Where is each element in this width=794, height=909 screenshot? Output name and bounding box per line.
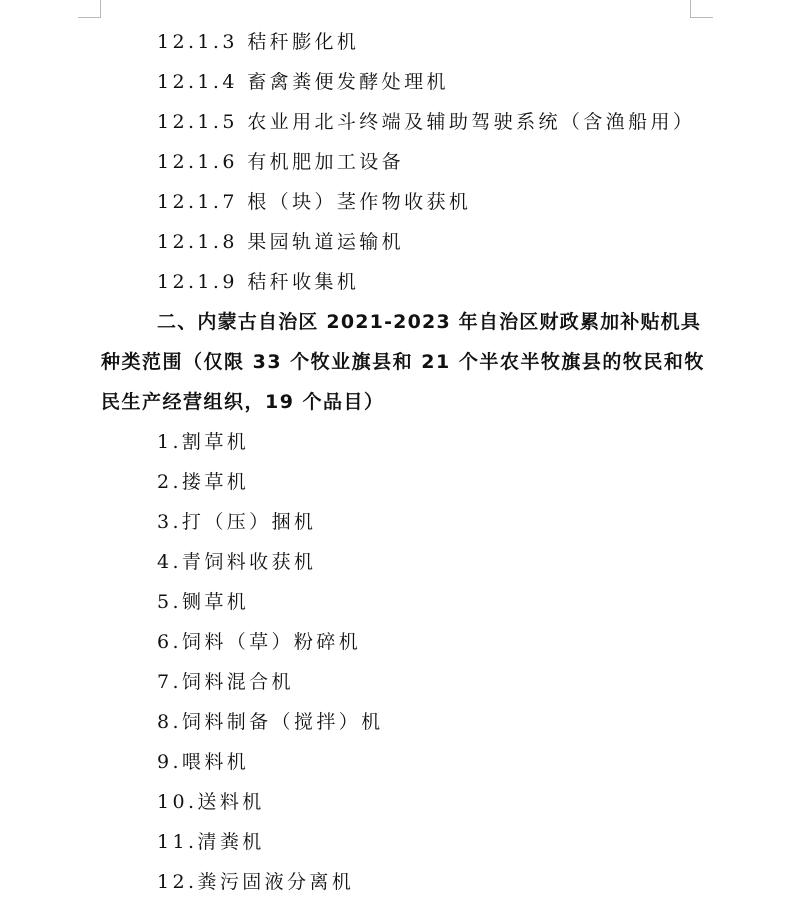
list-item: 7.饲料混合机 bbox=[157, 671, 294, 693]
section-heading bbox=[101, 302, 705, 422]
list-item: 3.打（压）捆机 bbox=[157, 511, 317, 533]
list-item: 4.青饲料收获机 bbox=[157, 551, 317, 573]
list-item: 6.饲料（草）粉碎机 bbox=[157, 631, 362, 653]
crop-mark-top-right bbox=[690, 0, 713, 18]
section-heading-line: 二、内蒙古自治区 2021-2023 年自治区财政累加补贴机具 bbox=[157, 311, 702, 333]
list-item: 12.粪污固液分离机 bbox=[157, 871, 355, 893]
list-item: 10.送料机 bbox=[157, 791, 265, 813]
list-item: 11.清粪机 bbox=[157, 831, 265, 853]
list-item: 9.喂料机 bbox=[157, 751, 250, 773]
list-item: 1.割草机 bbox=[157, 431, 250, 453]
list-item: 12.1.4 畜禽粪便发酵处理机 bbox=[157, 71, 449, 93]
list-item: 12.1.7 根（块）茎作物收获机 bbox=[157, 191, 472, 213]
list-item: 2.搂草机 bbox=[157, 471, 250, 493]
list-item: 5.铡草机 bbox=[157, 591, 250, 613]
list-item: 12.1.5 农业用北斗终端及辅助驾驶系统（含渔船用） bbox=[157, 111, 696, 133]
crop-mark-top-left bbox=[78, 0, 101, 18]
list-item: 12.1.3 秸秆膨化机 bbox=[157, 31, 360, 53]
list-item: 12.1.6 有机肥加工设备 bbox=[157, 151, 405, 173]
section-heading-line: 民生产经营组织，19 个品目） bbox=[101, 391, 385, 413]
section-heading-line: 种类范围（仅限 33 个牧业旗县和 21 个半农半牧旗县的牧民和牧 bbox=[101, 351, 705, 373]
list-item: 12.1.8 果园轨道运输机 bbox=[157, 231, 405, 253]
list-item: 8.饲料制备（搅拌）机 bbox=[157, 711, 384, 733]
list-item: 12.1.9 秸秆收集机 bbox=[157, 271, 360, 293]
